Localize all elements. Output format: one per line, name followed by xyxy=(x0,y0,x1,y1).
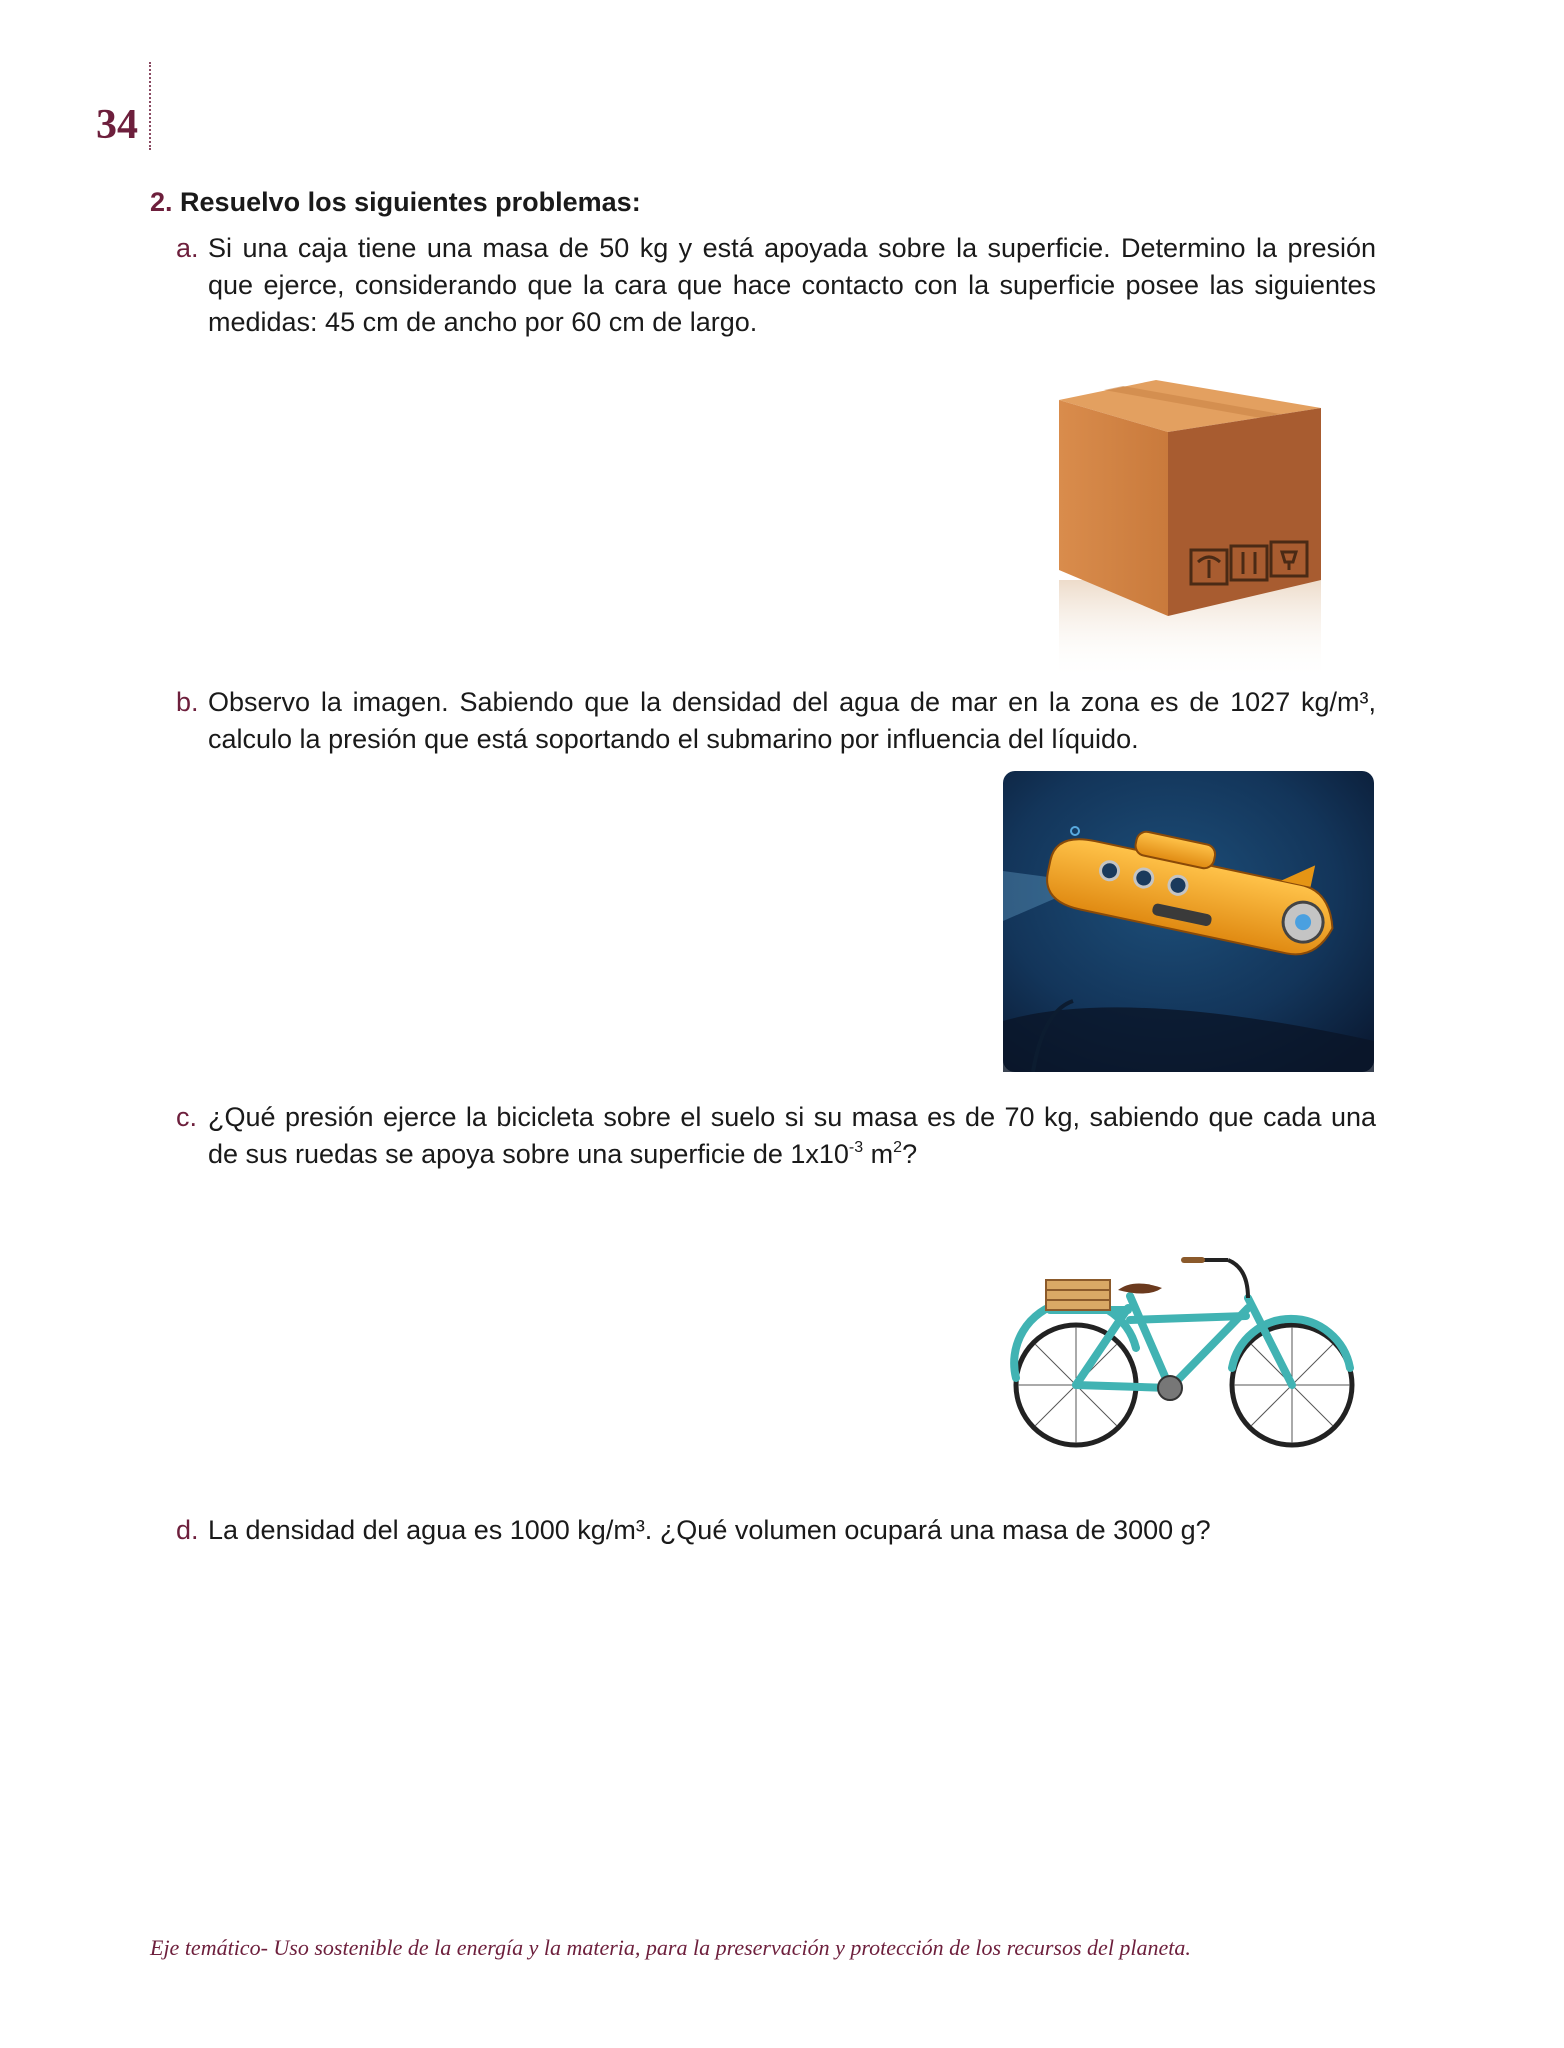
exercise-title: Resuelvo los siguientes problemas: xyxy=(180,187,641,217)
page-footer: Eje temático- Uso sostenible de la energía y la materia, para la preservación y protección de los recursos del planeta. xyxy=(150,1935,1191,1960)
problem-text: Observo la imagen. Sabiendo que la densidad del agua de mar en la zona es de 1027 kg/m³, calculo la presión que está soportando el submarino por influencia del líquido. xyxy=(208,687,1376,754)
exercise-heading xyxy=(150,186,641,218)
problem-a xyxy=(176,230,1376,341)
page-number: 34 xyxy=(96,102,138,148)
problem-letter: a. xyxy=(176,233,199,263)
problem-d xyxy=(176,1512,1376,1549)
problem-letter: b. xyxy=(176,687,199,717)
exercise-number: 2. xyxy=(150,187,173,217)
problem-c xyxy=(176,1099,1376,1173)
cardboard-box-image xyxy=(1056,380,1326,680)
problem-text: La densidad del agua es 1000 kg/m³. ¿Qué volumen ocupará una masa de 3000 g? xyxy=(208,1515,1211,1545)
problem-letter: c. xyxy=(176,1102,198,1132)
problem-text: Si una caja tiene una masa de 50 kg y está apoyada sobre la superficie. Determino la presión que ejerce, considerando que la cara que hace contacto con la superficie posee las siguientes medidas: 45 cm de ancho por 60 cm de largo. xyxy=(208,233,1376,337)
submarine-image xyxy=(1003,771,1374,1072)
problem-text: ¿Qué presión ejerce la bicicleta sobre el suelo si su masa es de 70 kg, sabiendo que cada una de sus ruedas se apoya sobre una superficie de $1x10^{-3}$ $m^2$? xyxy=(208,1102,1376,1169)
problem-letter: d. xyxy=(176,1515,199,1545)
problem-b xyxy=(176,684,1376,758)
page-number-rule xyxy=(149,62,151,150)
bicycle-image xyxy=(1010,1228,1360,1458)
